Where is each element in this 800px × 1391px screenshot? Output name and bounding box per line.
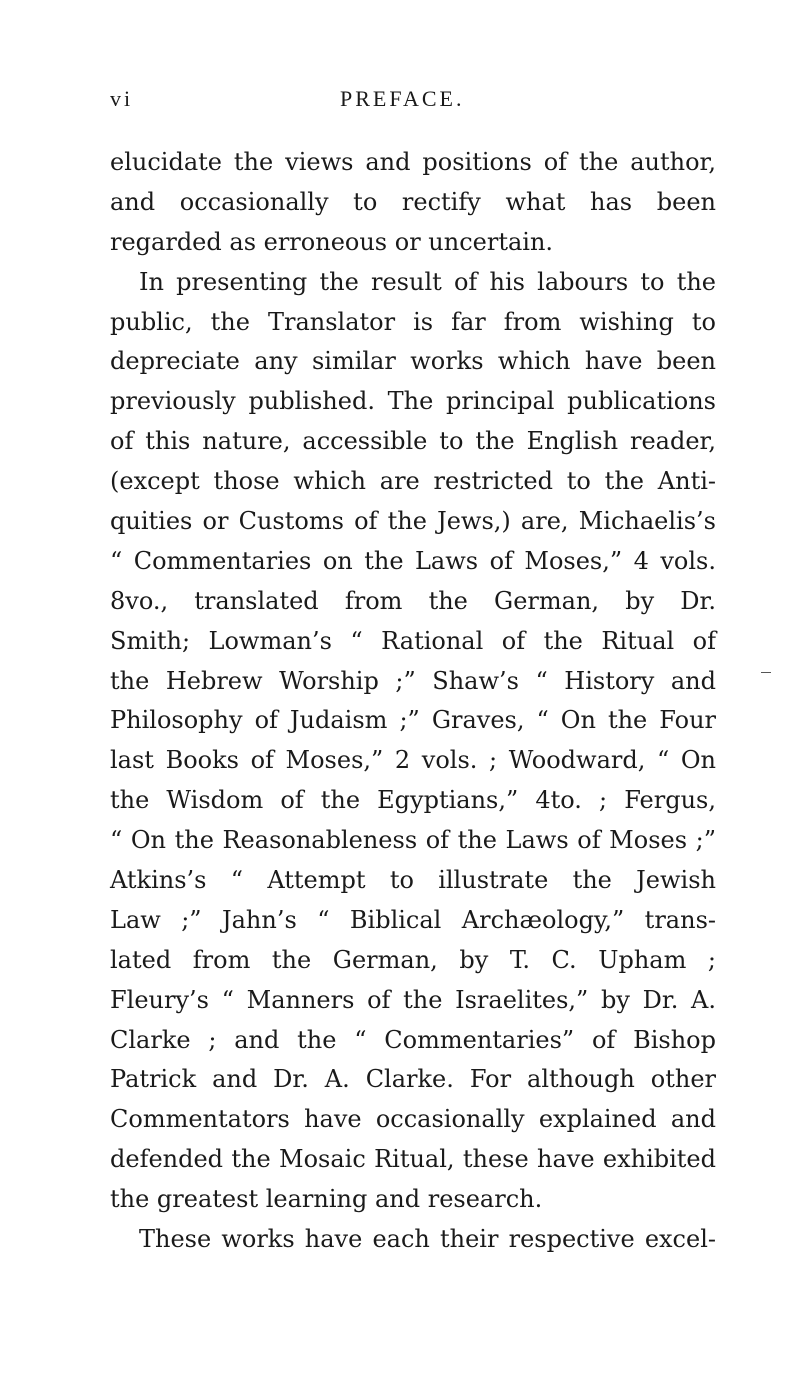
text-line: elucidate the views and positions of the author, <box>110 148 716 176</box>
page-header <box>110 86 710 122</box>
text-line: regarded as erroneous or uncertain. <box>110 227 554 256</box>
text-line: Atkins’s “ Attempt to illustrate the Jewish <box>110 866 716 895</box>
text-line: Commentators have occasionally explained and <box>110 1105 716 1134</box>
paragraph-start-line: These works have each their respective excel- <box>139 1225 716 1254</box>
paragraph-start-line: In presenting the result of his labours to the <box>139 267 716 296</box>
text-line: (except those which are restricted to the Anti- <box>110 467 716 496</box>
body-text <box>110 143 716 1260</box>
text-line: 8vo., translated from the German, by Dr. <box>110 586 716 615</box>
text-line: and occasionally to rectify what has been <box>110 187 716 216</box>
running-title: PREFACE. <box>340 86 465 111</box>
text-line: “ Commentaries on the Laws of Moses,” 4 vols. <box>110 546 716 575</box>
text-line: quities or Customs of the Jews,) are, Michaelis’s <box>110 507 716 536</box>
text-line: defended the Mosaic Ritual, these have exhibited <box>110 1145 716 1174</box>
text-line: depreciate any similar works which have been <box>110 347 716 376</box>
text-line: Philosophy of Judaism ;” Graves, “ On the Four <box>110 706 716 735</box>
text-line: previously published. The principal publications <box>110 387 716 416</box>
text-line: lated from the German, by T. C. Upham ; <box>110 945 716 974</box>
text-line: “ On the Reasonableness of the Laws of Moses ;” <box>110 826 716 855</box>
text-line: Clarke ; and the “ Commentaries” of Bishop <box>110 1025 716 1054</box>
margin-dash <box>761 672 771 673</box>
text-line: Fleury’s “ Manners of the Israelites,” by Dr. A. <box>110 985 716 1014</box>
page-number: vi <box>110 86 134 111</box>
text-line: of this nature, accessible to the English reader, <box>110 427 716 456</box>
text-line: last Books of Moses,” 2 vols. ; Woodward, “ On <box>110 746 716 775</box>
text-line: Law ;” Jahn’s “ Biblical Archæology,” trans- <box>110 905 716 934</box>
text-line: the Wisdom of the Egyptians,” 4to. ; Fergus, <box>110 786 716 815</box>
text-line: Patrick and Dr. A. Clarke. For although other <box>110 1065 716 1094</box>
text-line: the Hebrew Worship ;” Shaw’s “ History and <box>110 666 716 695</box>
text-line: the greatest learning and research. <box>110 1185 543 1214</box>
text-line: Smith; Lowman’s “ Rational of the Ritual of <box>110 626 716 655</box>
text-line: public, the Translator is far from wishing to <box>110 307 716 336</box>
